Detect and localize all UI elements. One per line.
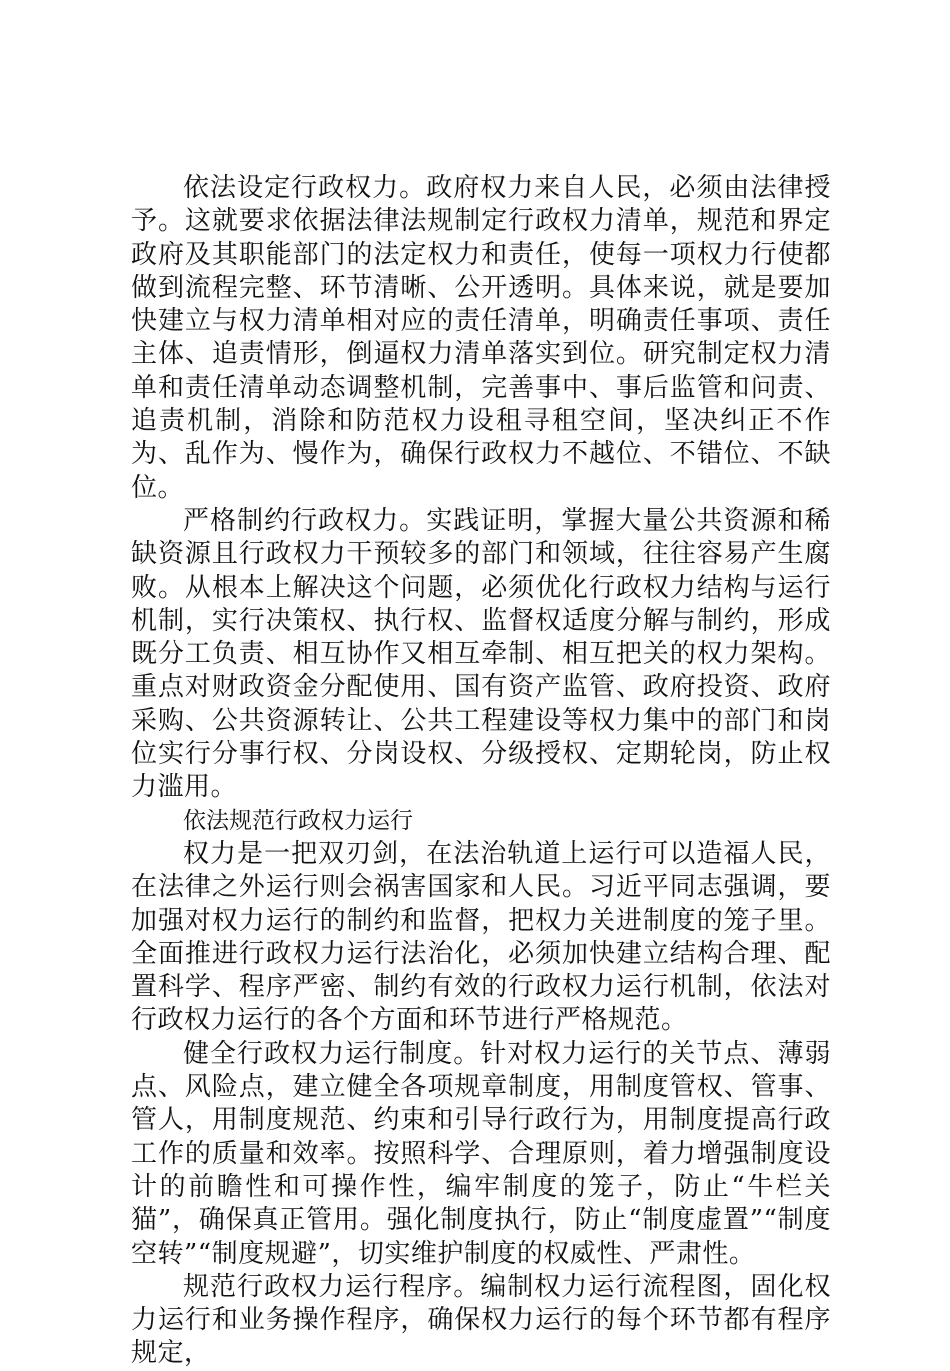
- paragraph-double-edged-sword: 权力是一把双刃剑，在法治轨道上运行可以造福人民，在法律之外运行则会祸害国家和人民。习近平同志强调，要加强对权力运行的制约和监督，把权力关进制度的笼子里。全面推进行政权力运行法治化，必须加快建立结构合理、配置科学、程序严密、制约有效的行政权力运行机制，依法对行政权力运行的各个方面和环节进行严格规范。: [131, 838, 831, 1036]
- paragraph-improve-system: 健全行政权力运行制度。针对权力运行的关节点、薄弱点、风险点，建立健全各项规章制度，用制度管权、管事、管人，用制度规范、约束和引导行政行为，用制度提高行政工作的质量和效率。按照科学、合理原则，着力增强制度设计的前瞻性和可操作性，编牢制度的笼子，防止“牛栏关猫”，确保真正管用。强化制度执行，防止“制度虚置”“制度空转”“制度规避”，切实维护制度的权威性、严肃性。: [131, 1038, 831, 1269]
- section-heading: 依法规范行政权力运行: [183, 807, 413, 834]
- paragraph-standardize-procedure: 规范行政权力运行程序。编制权力运行流程图，固化权力运行和业务操作程序，确保权力运行的每个环节都有程序规定，: [131, 1271, 831, 1369]
- paragraph-define-power: 依法设定行政权力。政府权力来自人民，必须由法律授予。这就要求依据法律法规制定行政权力清单，规范和界定政府及其职能部门的法定权力和责任，使每一项权力行使都做到流程完整、环节清晰、公开透明。具体来说，就是要加快建立与权力清单相对应的责任清单，明确责任事项、责任主体、追责情形，倒逼权力清单落实到位。研究制定权力清单和责任清单动态调整机制，完善事中、事后监管和问责、追责机制，消除和防范权力设租寻租空间，坚决纠正不作为、乱作为、慢作为，确保行政权力不越位、不错位、不缺位。: [131, 173, 831, 503]
- paragraph-restrict-power: 严格制约行政权力。实践证明，掌握大量公共资源和稀缺资源且行政权力干预较多的部门和领域，往往容易产生腐败。从根本上解决这个问题，必须优化行政权力结构与运行机制，实行决策权、执行权、监督权适度分解与制约，形成既分工负责、相互协作又相互牵制、相互把关的权力架构。重点对财政资金分配使用、国有资产监管、政府投资、政府采购、公共资源转让、公共工程建设等权力集中的部门和岗位实行分事行权、分岗设权、分级授权、定期轮岗，防止权力滥用。: [131, 505, 831, 803]
- document-body: [131, 172, 831, 1371]
